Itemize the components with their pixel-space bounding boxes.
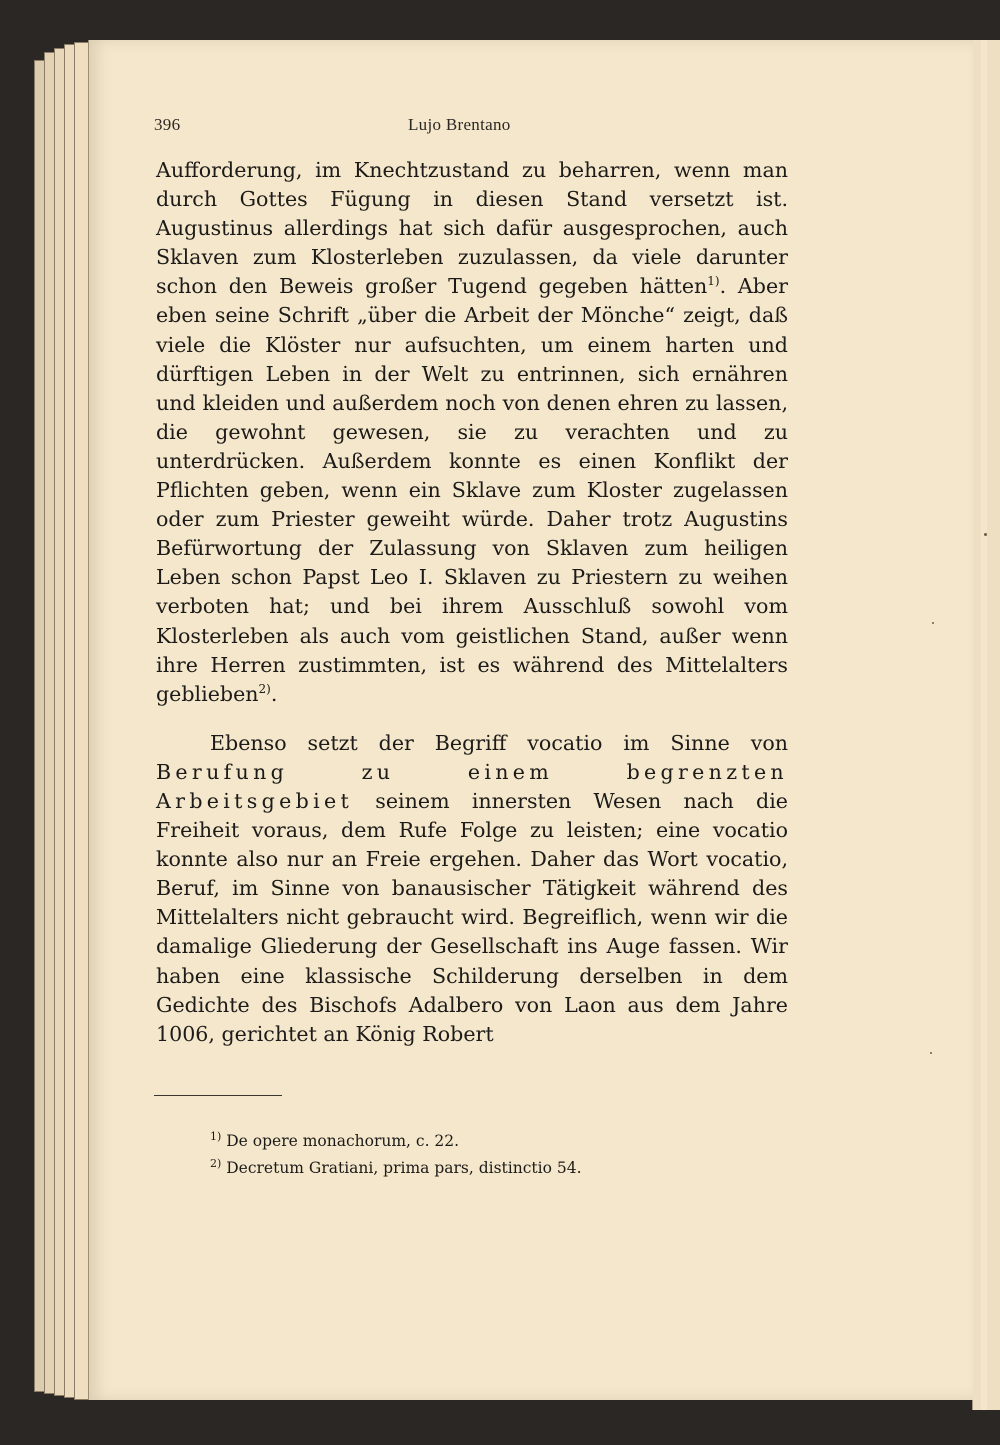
text-run: Aufforderung, im Knechtzustand zu beharren, wenn man durch Gottes Fügung in diesen Stand versetzt ist. Augustinus allerdings hat sich dafür ausgesprochen, auch Sklaven zum Klosterleben zuzulassen, da viele darunter schon den Beweis großer Tugend gegeben hätten [156, 158, 788, 299]
footnote [154, 1128, 754, 1155]
paper-speck [932, 622, 934, 624]
running-head [154, 115, 714, 145]
body-text [156, 156, 788, 1049]
facing-page-edge [972, 40, 1000, 1410]
text-run: . [270, 681, 278, 706]
text-run: . Aber eben seine Schrift „über die Arbeit der Mönche“ zeigt, daß viele die Klöster nur aufsuchten, um einem harten und dürftigen Leben in der Welt zu entrinnen, sich ernähren und kleiden und außerdem noch von denen ehren zu lassen, die gewohnt gewesen, sie zu verachten und zu unterdrücken. Außerdem konnte es einen Konflikt der Pflichten geben, wenn ein Sklave zum Kloster zugelassen oder zum Priester geweiht würde. Daher trotz Augustins Befürwortung der Zulassung von Sklaven zum heiligen Leben schon Papst Leo I. Sklaven zu Priestern zu weihen verboten hat; und bei ihrem Ausschluß sowohl vom Klosterleben als auch vom geistlichen Stand, außer wenn ihre Herren zustimmten, ist es während des Mittelalters geblieben [156, 274, 788, 706]
footnote-reference: 2) [258, 681, 271, 696]
text-run: seinem innersten Wesen nach die Freiheit voraus, dem Rufe Folge zu leisten; eine vocatio konnte also nur an Freie ergehen. Daher das Wort vocatio, Beruf, im Sinne von banausischer Tätigkeit während des Mittelalters nicht gebraucht wird. Begreiflich, wenn wir die damalige Gliederung der Gesellschaft ins Auge fassen. Wir haben eine klassische Schilderung derselben in dem Gedichte des Bischofs Adalbero von Laon aus dem Jahre 1006, gerichtet an König Robert [156, 788, 788, 1046]
footnote-text: Decretum Gratiani, prima pars, distinctio 54. [226, 1159, 582, 1177]
text-run: Ebenso setzt der Begriff vocatio im Sinne von [210, 730, 788, 755]
paper-speck [930, 1052, 932, 1054]
footnotes [154, 1128, 754, 1182]
footnote-rule [154, 1095, 282, 1096]
paragraph [156, 156, 788, 709]
paper-speck [984, 533, 987, 536]
emphasized-text: Berufung zu einem begrenzten Arbeitsgebiet [156, 759, 788, 813]
footnote-mark: 1) [210, 1130, 222, 1143]
footnote-reference: 1) [707, 274, 720, 289]
page-number: 396 [154, 115, 181, 134]
footnote [154, 1155, 754, 1182]
footnote-text: De opere monachorum, c. 22. [226, 1132, 460, 1150]
running-head-author: Lujo Brentano [408, 115, 511, 134]
footnote-mark: 2) [210, 1157, 222, 1170]
paragraph [156, 729, 788, 1049]
